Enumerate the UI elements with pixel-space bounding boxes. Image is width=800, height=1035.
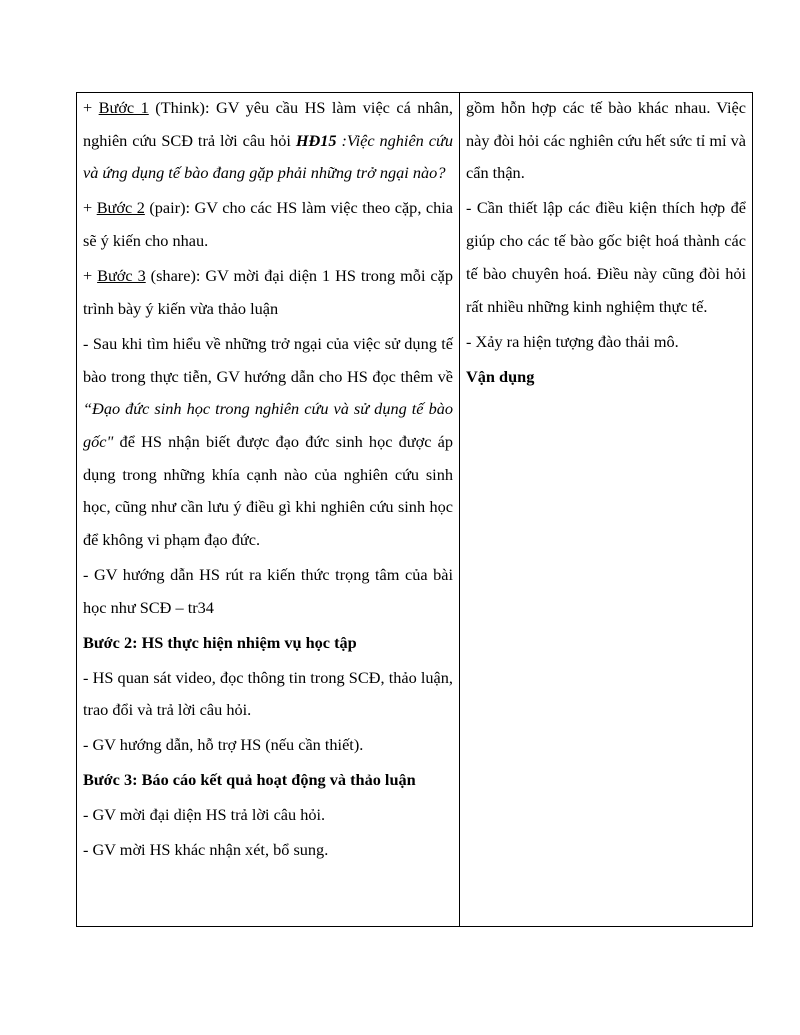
teacher-support-paragraph: - GV hướng dẫn, hỗ trợ HS (nếu cần thiết). [83, 735, 364, 755]
step3-label: Bước 3 [97, 266, 146, 286]
heading-step3: Bước 3: Báo cáo kết quả hoạt động và thảo luận [83, 770, 416, 790]
invite-answer-paragraph: - GV mời đại diện HS trả lời câu hỏi. [83, 805, 326, 825]
step2-label: Bước 2 [96, 198, 145, 218]
student-task-paragraph: - HS quan sát video, đọc thông tin trong SCĐ, thảo luận, trao đổi và trả lời câu hỏi. [83, 667, 453, 720]
question-text: Việc nghiên cứu và ứng dụng tế bào đang gặp phải những trở ngại nào? [83, 130, 453, 183]
summary-paragraph: - GV hướng dẫn HS rút ra kiến thức trọng tâm của bài học như SCĐ – tr34 [83, 565, 453, 617]
step1-paragraph: + Bước 1 (Think): GV yêu cầu HS làm việc cá nhân, nghiên cứu SCĐ trả lời câu hỏi HĐ15 :Việc nghiên cứu và ứng dụng tế bào đang gặp phải những trở ngại nào? [83, 98, 453, 183]
answer-continuation: gồm hỗn hợp các tế bào khác nhau. Việc này đòi hỏi các nghiên cứu hết sức tỉ mỉ và cẩn thận. [466, 98, 746, 183]
heading-step2: Bước 2: HS thực hiện nhiệm vụ học tập [83, 632, 357, 652]
reading-title: “Đạo đức sinh học trong nghiên cứu và sử dụng tế bào gốc" [83, 399, 453, 451]
peer-review-paragraph: - GV mời HS khác nhận xét, bổ sung. [83, 840, 329, 860]
right-column [460, 93, 752, 926]
step3-paragraph: + Bước 3 (share): GV mời đại diện 1 HS trong mỗi cặp trình bày ý kiến vừa thảo luận [83, 266, 453, 318]
left-column [77, 93, 460, 926]
question-code: HĐ15 [295, 130, 337, 150]
heading-application: Vận dụng [466, 366, 535, 386]
reading-paragraph: - Sau khi tìm hiểu về những trở ngại của việc sử dụng tế bào trong thực tiễn, GV hướng dẫn cho HS đọc thêm về “Đạo đức sinh học trong nghiên cứu và sử dụng tế bào gốc" để HS nhận biết được đạo đức sinh học được áp dụng trong những khía cạnh nào của nghiên cứu sinh học, cũng như cần lưu ý điều gì khi nghiên cứu sinh học để không vi phạm đạo đức. [83, 333, 453, 550]
answer-condition: - Cần thiết lập các điều kiện thích hợp để giúp cho các tế bào gốc biệt hoá thành các tế bào chuyên hoá. Điều này cũng đòi hỏi rất nhiều những kinh nghiệm thực tế. [466, 198, 746, 316]
step2-paragraph: + Bước 2 (pair): GV cho các HS làm việc theo cặp, chia sẽ ý kiến cho nhau. [83, 198, 453, 251]
answer-rejection: - Xảy ra hiện tượng đào thải mô. [466, 331, 679, 351]
activity-table [76, 92, 753, 927]
step1-label: Bước 1 [98, 98, 149, 117]
